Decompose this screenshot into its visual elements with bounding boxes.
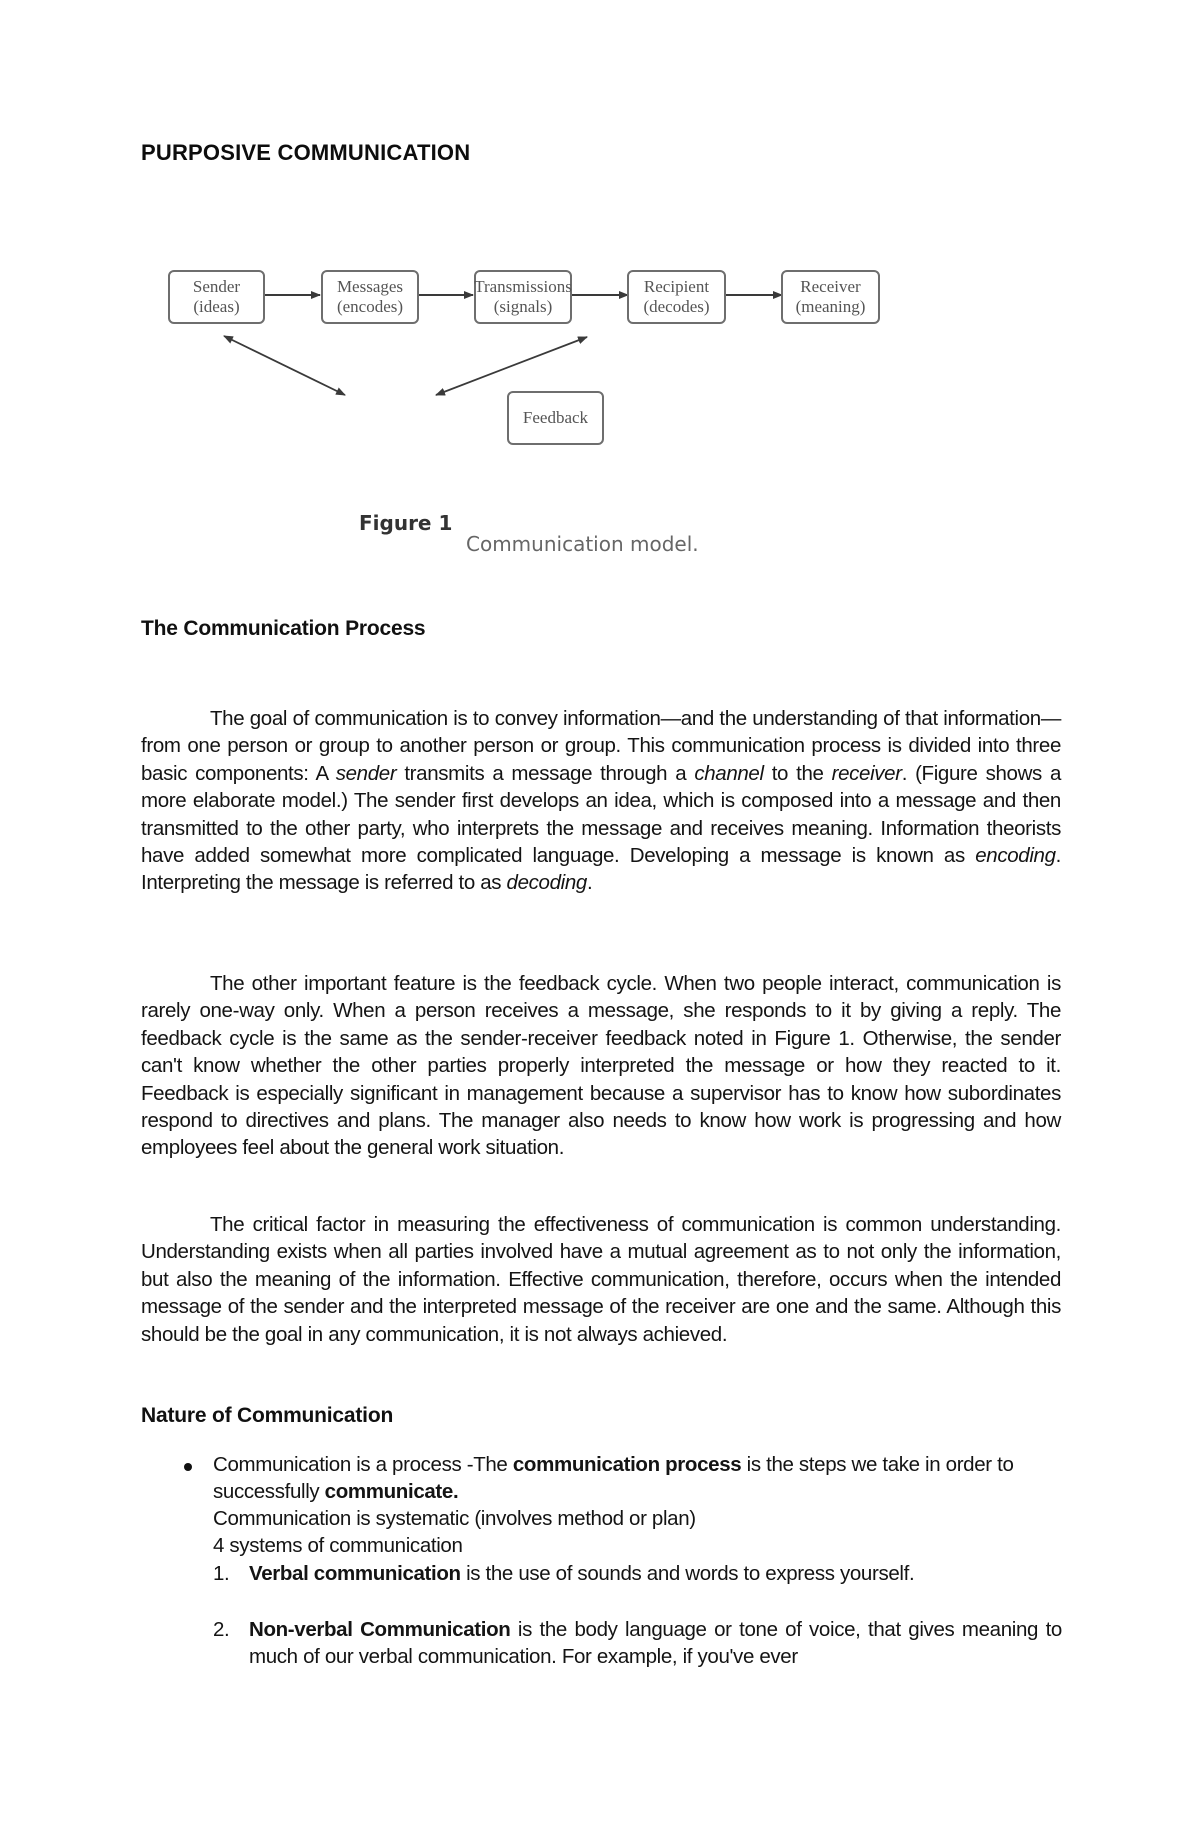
- node-receiver: Receiver (meaning): [781, 270, 880, 324]
- document-title: PURPOSIVE COMMUNICATION: [141, 140, 471, 165]
- nature-list: Communication is a process -The communication process is the steps we take in order to successfully communicate. Communication is systematic (involves method or plan) 4 systems of communication 1. Verbal communication is the use of sounds and words to express yourself. 2. Non-verbal Communication is the body language or tone of voice, that gives meaning to much of our verbal communication. For example, if you've ever: [141, 1451, 1061, 1691]
- systematic-line: Communication is systematic (involves method or plan): [213, 1507, 696, 1530]
- arrow-feedback-receiver: [436, 337, 587, 395]
- communication-model-diagram: [150, 255, 930, 455]
- node-recipient: Recipient (decodes): [627, 270, 726, 324]
- node-transmissions: Transmissions (signals): [474, 270, 572, 324]
- paragraph-process-2: The other important feature is the feedback cycle. When two people interact, communication is rarely one-way only. When a person receives a message, she responds to it by giving a reply. The feedback cycle is the same as the sender-receiver feedback noted in Figure 1. Otherwise, the sender can't know whether the other parties properly interpreted the message or how they reacted to it. Feedback is especially significant in management because a supervisor has to know how subordinates respond to directives and plans. The manager also needs to know how work is progressing and how employees feel about the general work situation.: [141, 972, 1061, 1160]
- node-sender: Sender (ideas): [168, 270, 265, 324]
- bullet-icon: [184, 1463, 192, 1471]
- heading-nature-of-communication: Nature of Communication: [141, 1404, 394, 1427]
- node-feedback: Feedback: [507, 391, 604, 445]
- figure-caption: Communication model.: [466, 532, 699, 556]
- arrow-sender-feedback: [224, 336, 345, 395]
- figure-label: Figure 1: [359, 511, 453, 535]
- node-messages: Messages (encodes): [321, 270, 419, 324]
- systems-count-line: 4 systems of communication: [213, 1534, 463, 1557]
- heading-communication-process: The Communication Process: [141, 617, 426, 640]
- paragraph-process-3: The critical factor in measuring the effectiveness of communication is common understanding. Understanding exists when all parties involved have a mutual agreement as to not only the information, but also the meaning of the information. Effective communication, therefore, occurs when the intended message of the sender and the interpreted message of the receiver are one and the same. Although this should be the goal in any communication, it is not always achieved.: [141, 1213, 1061, 1346]
- paragraph-process-1: The goal of communication is to convey information—and the understanding of that information—from one person or group to another person or group. This communication process is divided into three basic components: A sender transmits a message through a channel to the receiver. (Figure shows a more elaborate model.) The sender first develops an idea, which is composed into a message and then transmitted to the other party, who interprets the message and receives meaning. Information theorists have added somewhat more complicated language. Developing a message is known as encoding. Interpreting the message is referred to as decoding.: [141, 707, 1061, 895]
- bullet-item-process: Communication is a process -The communication process is the steps we take in order to successfully communicate.: [213, 1453, 1014, 1504]
